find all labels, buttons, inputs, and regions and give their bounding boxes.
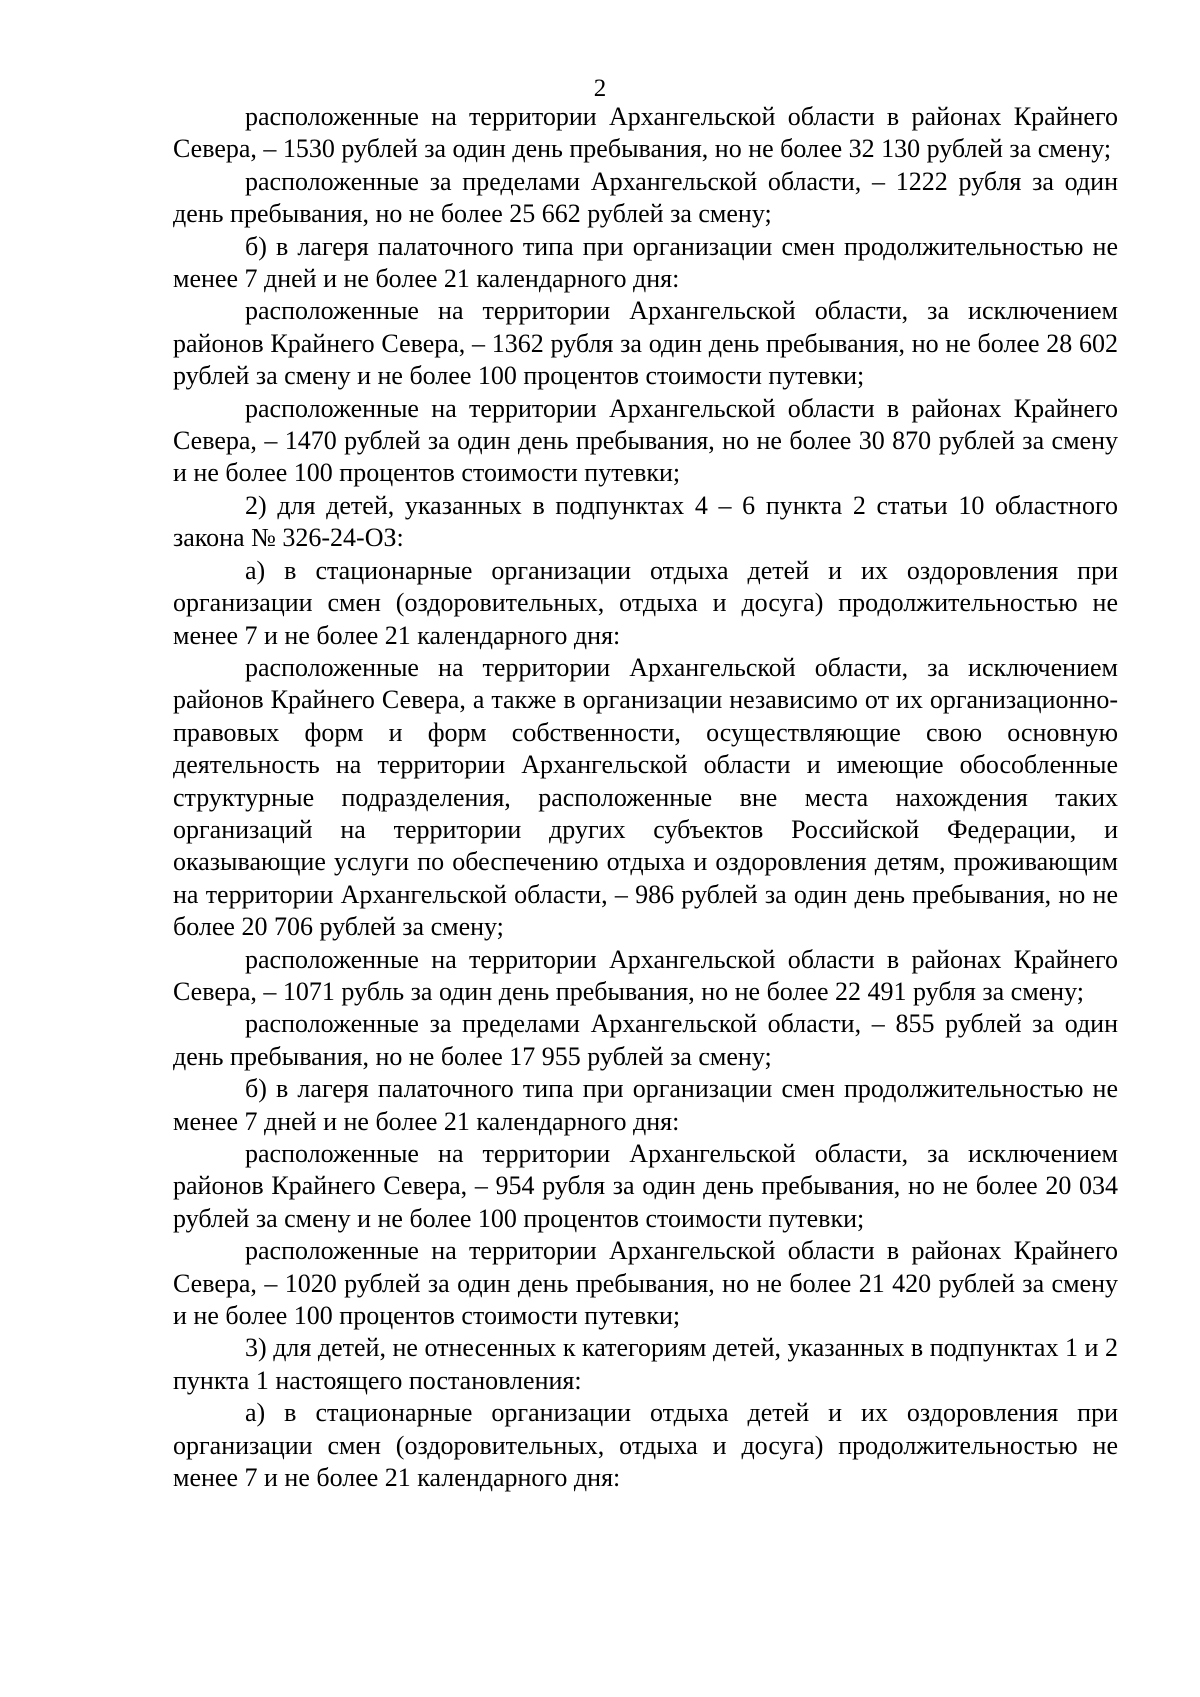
paragraph: расположенные за пределами Архангельской области, – 855 рублей за один день пребывания, но не более 17 955 рублей за смену; [173, 1009, 1118, 1071]
paragraph: б) в лагеря палаточного типа при организации смен продолжительностью не менее 7 дней и не более 21 календарного дня: [173, 1074, 1118, 1136]
paragraph: 2) для детей, указанных в подпунктах 4 – 6 пункта 2 статьи 10 областного закона № 326-24-ОЗ: [173, 490, 1118, 553]
paragraph: б) в лагеря палаточного типа при организации смен продолжительностью не менее 7 дней и не более 21 календарного дня: [173, 231, 1118, 294]
paragraph: расположенные на территории Архангельской области в районах Крайнего Севера, – 1530 рублей за один день пребывания, но не более 32 130 рублей за смену; [173, 102, 1118, 164]
paragraph: расположенные на территории Архангельской области, за исключением районов Крайнего Севера, – 1362 рубля за один день пребывания, но не более 28 602 рублей за смену и не более 100 процентов стоимости путевки; [173, 296, 1118, 391]
paragraph: 3) для детей, не отнесенных к категориям детей, указанных в подпунктах 1 и 2 пункта 1 настоящего постановления: [173, 1333, 1118, 1395]
paragraph: расположенные на территории Архангельской области, за исключением районов Крайнего Севера, а также в организации независимо от их организационно-правовых форм и форм собственности, осуществляющие свою основную деятельность на территории Архангельской области и имеющие обособленные структурные подразделения, расположенные вне места нахождения таких организаций на территории других субъектов Российской Федерации, и оказывающие услуги по обеспечению отдыха и оздоровления детям, проживающим на территории Архангельской области, – 986 рублей за один день пребывания, но не более 20 706 рублей за смену; [173, 652, 1118, 942]
paragraph: а) в стационарные организации отдыха детей и их оздоровления при организации смен (оздоровительных, отдыха и досуга) продолжительностью не менее 7 и не более 21 календарного дня: [173, 1398, 1118, 1493]
page-number: 2 [593, 75, 607, 102]
paragraph: расположенные на территории Архангельской области в районах Крайнего Севера, – 1071 рубль за один день пребывания, но не более 22 491 рубля за смену; [173, 944, 1118, 1006]
paragraph: расположенные за пределами Архангельской области, – 1222 рубля за один день пребывания, но не более 25 662 рублей за смену; [173, 166, 1118, 229]
paragraph: расположенные на территории Архангельской области, за исключением районов Крайнего Севера, – 954 рубля за один день пребывания, но не более 20 034 рублей за смену и не более 100 процентов стоимости путевки; [173, 1139, 1118, 1233]
document-body [173, 101, 1118, 1494]
paragraph: а) в стационарные организации отдыха детей и их оздоровления при организации смен (оздоровительных, отдыха и досуга) продолжительностью не менее 7 и не более 21 календарного дня: [173, 555, 1118, 650]
paragraph: расположенные на территории Архангельской области в районах Крайнего Севера, – 1470 рублей за один день пребывания, но не более 30 870 рублей за смену и не более 100 процентов стоимости путевки; [173, 393, 1118, 488]
paragraph: расположенные на территории Архангельской области в районах Крайнего Севера, – 1020 рублей за один день пребывания, но не более 21 420 рублей за смену и не более 100 процентов стоимости путевки; [173, 1236, 1118, 1331]
